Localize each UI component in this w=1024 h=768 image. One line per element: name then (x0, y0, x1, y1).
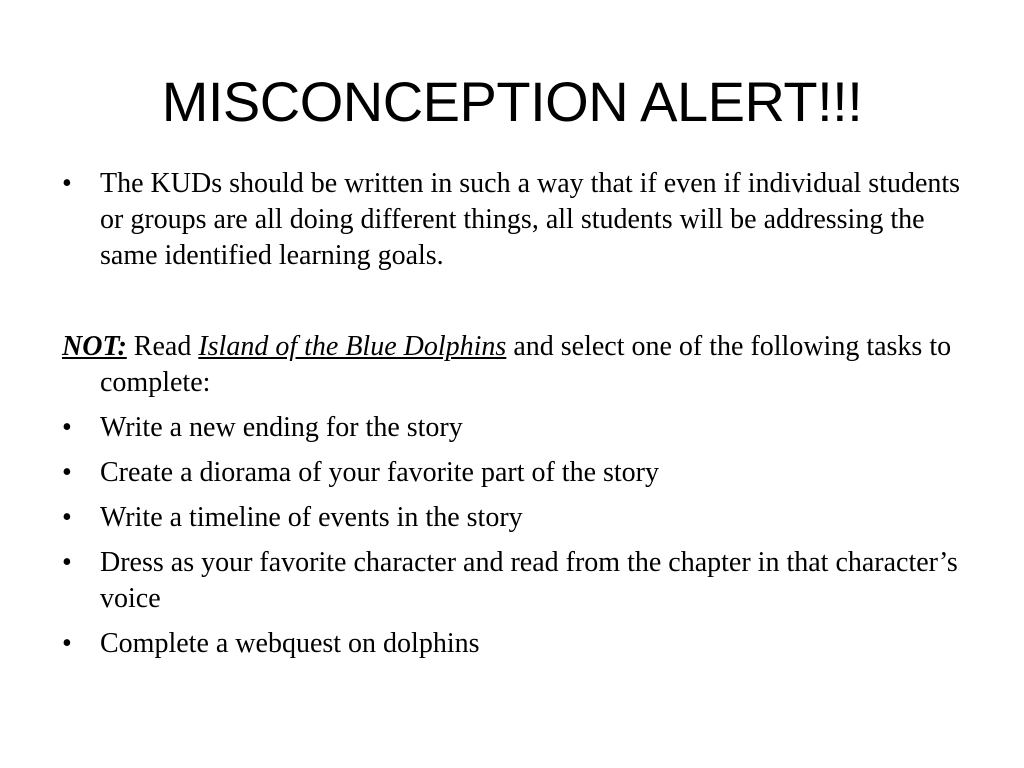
not-example-rest: and select one of the following tasks to complete: (100, 331, 952, 398)
task-text: Create a diorama of your favorite part of the story (100, 457, 660, 488)
task-item (62, 500, 962, 536)
bullet-marker: • (62, 502, 72, 533)
task-text: Complete a webquest on dolphins (100, 628, 480, 659)
bullet-marker: • (62, 168, 72, 199)
bullet-marker: • (62, 628, 72, 659)
bullet-marker: • (62, 547, 72, 578)
task-item (62, 410, 962, 446)
main-point-text: The KUDs should be written in such a way that if even if individual students or groups are all doing different things, all students will be addressing the same identified learning goals. (100, 168, 961, 271)
task-item (62, 455, 962, 491)
task-item (62, 545, 962, 617)
read-word: Read (133, 331, 192, 362)
spacer (62, 283, 962, 329)
bullet-marker: • (62, 457, 72, 488)
spacer-small (62, 401, 962, 410)
task-item (62, 626, 962, 662)
main-point-bullet (62, 166, 962, 274)
task-text: Dress as your favorite character and read from the chapter in that character’s voice (100, 547, 958, 614)
slide-title: MISCONCEPTION ALERT!!! (161, 70, 863, 133)
bullet-marker: • (62, 412, 72, 443)
task-text: Write a timeline of events in the story (100, 502, 523, 533)
book-title: Island of the Blue Dolphins (198, 331, 507, 362)
slide-body (62, 166, 962, 671)
not-label: NOT: (62, 331, 127, 362)
not-example (62, 329, 962, 401)
task-text: Write a new ending for the story (100, 412, 463, 443)
